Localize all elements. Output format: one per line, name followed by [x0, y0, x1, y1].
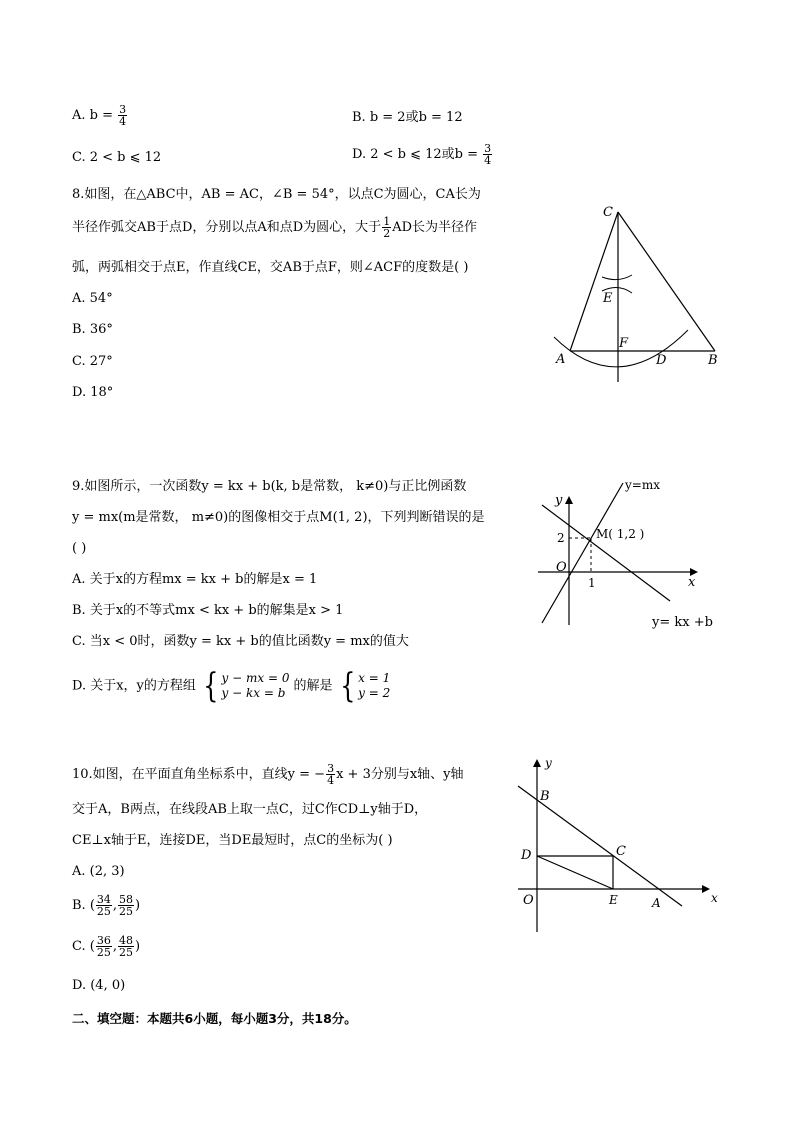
fraction [118, 104, 127, 127]
q9-option-a: A. 关于x的方程mx = kx + b的解是x = 1 [72, 572, 318, 587]
q8-option-b: B. 36° [72, 322, 113, 337]
q10-option-b: B. ( $\frac{34}{25}$ , $\frac{58}{25}$ ) [72, 893, 141, 918]
q8-line1: 8.如图，在△ABC中，AB = AC，∠B = 54°，以点C为圆心，CA长为 [72, 187, 481, 202]
label-b: B [708, 353, 718, 368]
q7-option-c: C. 2 < b ⩽ 12 [72, 150, 162, 165]
label-x: x [711, 891, 718, 905]
q9-line2: y = mx(m是常数， m≠0)的图像相交于点M(1, 2)，下列判断错误的是 [72, 510, 485, 525]
side-ca [570, 212, 618, 351]
q8-line2-b: AD长为半径作 [392, 220, 477, 235]
y-axis-arrow-icon [533, 759, 541, 767]
equation-system [200, 666, 290, 706]
label-m: M( 1,2 ) [596, 527, 645, 541]
q10-option-c: C. ( $\frac{36}{25}$ , $\frac{48}{25}$ ) [72, 934, 141, 959]
q10-option-c-prefix: C. ( [72, 939, 95, 954]
label-d: D [656, 353, 667, 368]
line-y-kx-b [542, 505, 670, 601]
q10-line1 [72, 763, 464, 786]
q7-option-d [352, 143, 493, 166]
q8-option-a: A. 54° [72, 291, 113, 306]
numerator: 3 [327, 762, 335, 775]
q8-triangle-figure [540, 195, 740, 385]
denominator: 4 [484, 154, 492, 167]
numerator: 36 [96, 934, 111, 947]
segment-de [537, 856, 613, 889]
q7-option-b: B. b = 2或b = 12 [352, 110, 463, 125]
q10-option-a: A. (2, 3) [72, 864, 125, 879]
brace-symbol: { [339, 666, 355, 706]
label-c: C [616, 844, 626, 859]
label-y: y [545, 756, 552, 770]
equation-row: y = 2 [358, 686, 391, 700]
q9-line1: 9.如图所示，一次函数y = kx + b(k, b是常数， k≠0)与正比例函数 [72, 479, 467, 494]
q9-option-b: B. 关于x的不等式mx < kx + b的解集是x > 1 [72, 603, 344, 618]
q10-line1-a: 10.如图，在平面直角坐标系中，直线y = − [72, 767, 326, 782]
fraction [483, 143, 492, 166]
arc-upper [602, 275, 632, 280]
q10-option-d: D. (4, 0) [72, 978, 126, 993]
system-rows [222, 671, 290, 701]
q9-graph-figure [530, 475, 730, 635]
label-one: 1 [588, 576, 596, 590]
side-cb [618, 212, 715, 351]
brace-symbol: { [203, 666, 219, 706]
x-axis-arrow-icon [702, 885, 710, 893]
label-b: B [540, 789, 550, 804]
denominator: 25 [118, 946, 133, 959]
label-origin: O [556, 560, 567, 575]
numerator: 58 [119, 893, 134, 906]
q8-line2 [72, 216, 477, 239]
label-a: A [652, 896, 661, 910]
label-e: E [603, 291, 613, 306]
q8-line2-a: 半径作弧交AB于点D，分别以点A和点D为圆心，大于 [72, 220, 382, 235]
denominator: 25 [96, 905, 111, 918]
solution-system [337, 666, 391, 706]
q8-option-d: D. 18° [72, 385, 114, 400]
system-rows [358, 671, 390, 701]
q7-option-a-text: A. b = [72, 108, 118, 123]
fraction [326, 763, 335, 786]
q9-option-c: C. 当x < 0时，函数y = kx + b的值比函数y = mx的值大 [72, 634, 409, 649]
q10-line3: CE⊥x轴于E，连接DE，当DE最短时，点C的坐标为( ) [72, 833, 393, 848]
q10-line2: 交于A，B两点，在线段AB上取一点C，过C作CD⊥y轴于D， [72, 802, 428, 817]
fraction [118, 935, 134, 958]
numerator: 3 [119, 103, 127, 116]
denominator: 25 [96, 946, 111, 959]
denominator: 25 [119, 905, 134, 918]
equation-row: y − mx = 0 [221, 671, 290, 685]
numerator: 3 [484, 142, 492, 155]
q8-line3: 弧，两弧相交于点E，作直线CE，交AB于点F，则∠ACF的度数是( ) [72, 260, 469, 275]
label-line-kx: y= kx +b [652, 615, 713, 630]
q7-option-a [72, 104, 128, 127]
label-origin: O [523, 893, 534, 908]
q7-option-d-text: D. 2 < b ⩽ 12或b = [352, 147, 483, 162]
denominator: 4 [119, 115, 127, 128]
label-line-mx: y=mx [625, 478, 660, 492]
label-e: E [609, 893, 618, 907]
q10-option-b-prefix: B. ( [72, 898, 95, 913]
q9-option-d-mid: 的解是 [293, 678, 333, 694]
fraction [96, 935, 112, 958]
numerator: 1 [383, 215, 391, 228]
y-axis-arrow-icon [565, 496, 573, 504]
denominator: 4 [327, 774, 335, 787]
label-a: A [556, 352, 566, 367]
q10-line1-b: x + 3分别与x轴、y轴 [336, 767, 464, 782]
q9-line3: ( ) [72, 541, 87, 556]
equation-row: x = 1 [358, 671, 391, 685]
fraction [382, 216, 391, 239]
fraction [118, 894, 134, 917]
numerator: 34 [96, 893, 111, 906]
fraction [96, 894, 112, 917]
section-heading: 二、填空题：本题共6小题，每小题3分，共18分。 [72, 1011, 357, 1026]
line-ab [518, 786, 682, 906]
denominator: 2 [383, 227, 391, 240]
q9-option-d-prefix: D. 关于x，y的方程组 [72, 678, 196, 694]
label-c: C [603, 205, 613, 220]
q9-option-d [72, 666, 394, 706]
numerator: 48 [118, 934, 133, 947]
label-y: y [555, 493, 563, 508]
label-d: D [521, 848, 532, 863]
label-x: x [688, 575, 696, 590]
label-two: 2 [557, 531, 565, 545]
q10-coordinate-figure [510, 752, 730, 937]
equation-row: y − kx = b [221, 686, 286, 700]
q8-option-c: C. 27° [72, 354, 113, 369]
label-f: F [619, 336, 629, 351]
